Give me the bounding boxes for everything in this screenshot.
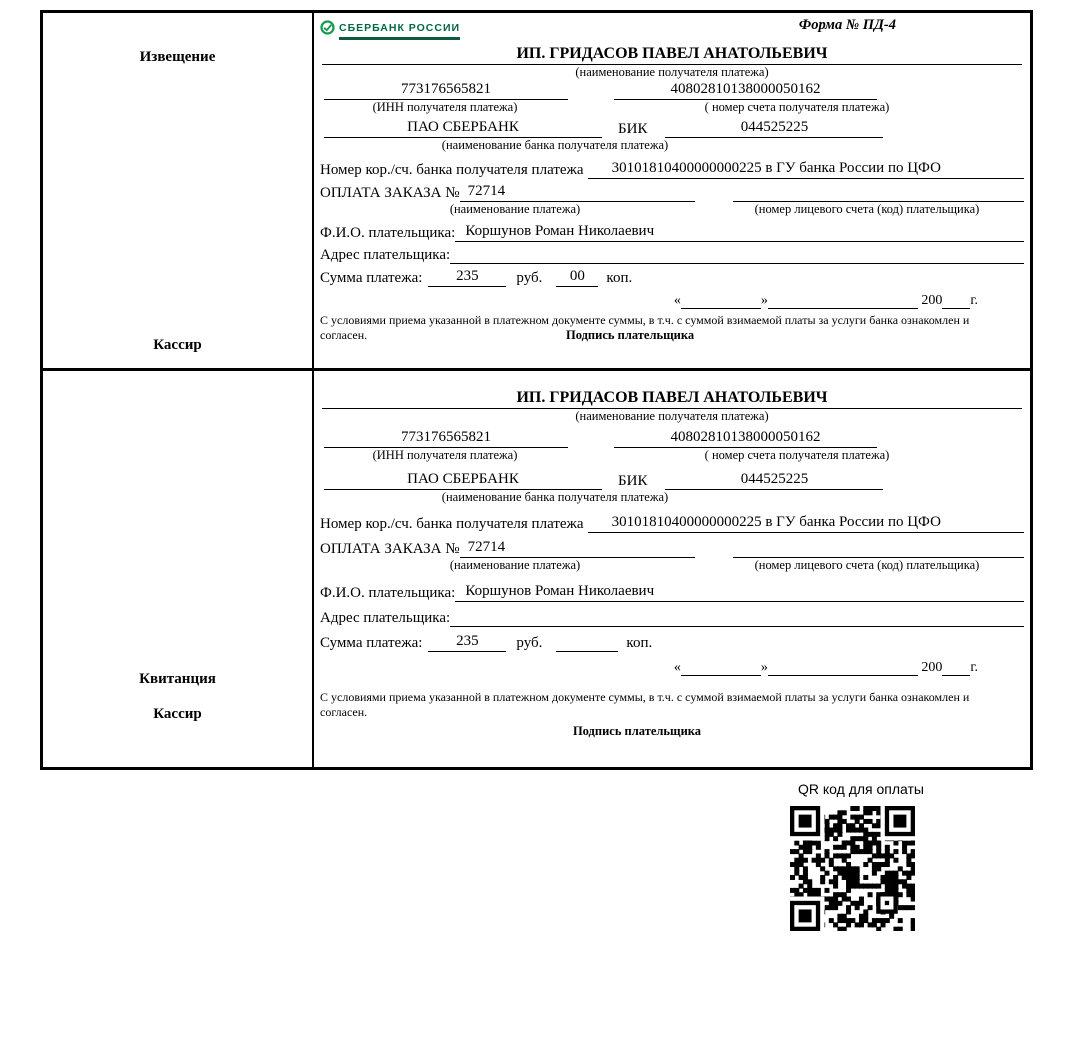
corr-value: 30101810400000000225 в ГУ банка России по ЦФО: [588, 160, 1024, 179]
signature-label: Подпись плательщика: [566, 328, 695, 343]
date-row: [320, 293, 978, 309]
purpose-captions: [320, 202, 1024, 216]
corr-value: 30101810400000000225 в ГУ банка России по ЦФО: [588, 514, 1024, 533]
inn-account-captions: [320, 100, 1024, 114]
sum-rub-value: 235: [428, 268, 506, 287]
date-month-blank: [768, 662, 918, 676]
payer-name: Коршунов Роман Николаевич: [455, 583, 1024, 602]
bank-row: [320, 119, 1024, 138]
agreement-text: С условиями приема указанной в платежном документе суммы, в т.ч. с суммой взимаемой платы за услуги банка ознакомлен и согласен.: [320, 689, 970, 720]
personal-account-caption: (номер лицевого счета (код) плательщика): [754, 202, 980, 217]
quote-close: »: [760, 292, 768, 308]
inn-account-captions: [320, 448, 1024, 462]
address-row: [320, 608, 1024, 627]
agreement-text: С условиями приема указанной в платежном документе суммы, в т.ч. с суммой взимаемой платы за услуги банка ознакомлен и согласен.: [320, 312, 970, 343]
sum-kop-value: 00: [556, 268, 598, 287]
year-blank: [942, 662, 970, 676]
sberbank-emblem-icon: [320, 20, 335, 40]
bank-row: [320, 471, 1024, 490]
account-caption: ( номер счета получателя платежа): [704, 100, 890, 115]
purpose-caption: (наименование платежа): [449, 558, 581, 573]
form-number: Форма № ПД-4: [798, 17, 896, 33]
payer-label: Ф.И.О. плательщика:: [320, 224, 456, 241]
inn-caption: (ИНН получателя платежа): [372, 100, 518, 115]
account-value: 40802810138000050162: [614, 81, 877, 100]
quote-close: »: [760, 659, 768, 675]
purpose-label: ОПЛАТА ЗАКАЗА №: [320, 541, 460, 558]
qr-label: QR код для оплаты: [797, 781, 924, 797]
notice-body: [314, 13, 1030, 368]
purpose-captions: [320, 558, 1024, 572]
receipt-body: [314, 371, 1030, 767]
notice-section: [43, 13, 1030, 371]
receipt-stub-labels: [139, 671, 216, 723]
year-suffix: г.: [970, 659, 978, 675]
payer-label: Ф.И.О. плательщика:: [320, 584, 456, 601]
order-number: 72714: [460, 183, 695, 202]
sum-rub-value: 235: [428, 633, 506, 652]
qr-block: [788, 781, 934, 931]
address-label: Адрес плательщика:: [320, 609, 451, 626]
payer-row: [320, 223, 1024, 242]
recipient-caption: (наименование получателя платежа): [575, 409, 769, 423]
sum-label: Сумма платежа:: [320, 269, 423, 286]
date-row: [320, 660, 978, 676]
bank-caption: (наименование банка получателя платежа): [441, 137, 669, 152]
cashier-label: Кассир: [153, 706, 202, 722]
account-caption: ( номер счета получателя платежа): [704, 448, 890, 463]
order-number: 72714: [460, 539, 695, 558]
kop-label: коп.: [626, 634, 653, 651]
payment-purpose-row: [320, 183, 1024, 202]
corr-label: Номер кор./сч. банка получателя платежа: [320, 162, 584, 179]
sberbank-logo-underline: [339, 19, 460, 40]
recipient-name: ИП. ГРИДАСОВ ПАВЕЛ АНАТОЛЬЕВИЧ: [322, 389, 1022, 409]
sum-kop-blank: [556, 633, 618, 652]
purpose-caption: (наименование платежа): [449, 202, 581, 217]
bik-value: 044525225: [665, 119, 883, 138]
sum-row: [320, 633, 1024, 652]
receipt-section: [43, 371, 1030, 767]
bank-name: ПАО СБЕРБАНК: [324, 119, 602, 138]
address-label: Адрес плательщика:: [320, 246, 451, 263]
corr-account-row: [320, 160, 1024, 179]
account-value: 40802810138000050162: [614, 429, 877, 448]
bank-name: ПАО СБЕРБАНК: [324, 471, 602, 490]
inn-account-row: [320, 81, 1024, 100]
personal-account-blank: [733, 539, 1024, 558]
year-suffix: г.: [970, 292, 978, 308]
year-blank: [942, 295, 970, 309]
inn-value: 773176565821: [324, 429, 568, 448]
kop-label: коп.: [606, 269, 633, 286]
agreement-row: [320, 313, 980, 344]
year-prefix: 200: [921, 659, 943, 675]
bik-label: БИК: [618, 120, 648, 137]
sum-row: [320, 268, 1024, 287]
inn-caption: (ИНН получателя платежа): [372, 448, 518, 463]
agreement-row: [320, 690, 980, 721]
date-day-blank: [681, 295, 761, 309]
pd4-form: [40, 10, 1033, 770]
address-blank: [450, 608, 1024, 627]
header-row: [320, 17, 1024, 45]
sberbank-logo-text: СБЕРБАНК РОССИИ: [339, 22, 461, 34]
inn-account-row: [320, 429, 1024, 448]
payer-row: [320, 583, 1024, 602]
inn-value: 773176565821: [324, 81, 568, 100]
sberbank-logo: [320, 19, 460, 40]
purpose-label: ОПЛАТА ЗАКАЗА №: [320, 185, 460, 202]
bank-caption: (наименование банка получателя платежа): [441, 489, 669, 504]
corr-account-row: [320, 514, 1024, 533]
address-blank: [450, 245, 1024, 264]
corr-label: Номер кор./сч. банка получателя платежа: [320, 516, 584, 533]
bik-value: 044525225: [665, 471, 883, 490]
receipt-stub: [43, 371, 314, 767]
address-row: [320, 245, 1024, 264]
qr-code: [790, 806, 915, 931]
cashier-label: Кассир: [153, 337, 202, 353]
year-prefix: 200: [921, 292, 943, 308]
quote-open: «: [673, 659, 681, 675]
recipient-caption: (наименование получателя платежа): [575, 65, 769, 79]
rub-label: руб.: [516, 634, 543, 651]
payer-name: Коршунов Роман Николаевич: [455, 223, 1024, 242]
personal-account-caption: (номер лицевого счета (код) плательщика): [754, 558, 980, 573]
bik-label: БИК: [618, 472, 648, 489]
sum-label: Сумма платежа:: [320, 634, 423, 651]
personal-account-blank: [733, 183, 1024, 202]
date-day-blank: [681, 662, 761, 676]
recipient-name: ИП. ГРИДАСОВ ПАВЕЛ АНАТОЛЬЕВИЧ: [322, 45, 1022, 65]
signature-label: Подпись плательщика: [572, 723, 702, 738]
rub-label: руб.: [516, 269, 543, 286]
notice-stub: [43, 13, 314, 368]
receipt-label: Квитанция: [139, 671, 216, 687]
notice-label: Извещение: [139, 49, 216, 65]
date-month-blank: [768, 295, 918, 309]
quote-open: «: [673, 292, 681, 308]
payment-purpose-row: [320, 539, 1024, 558]
